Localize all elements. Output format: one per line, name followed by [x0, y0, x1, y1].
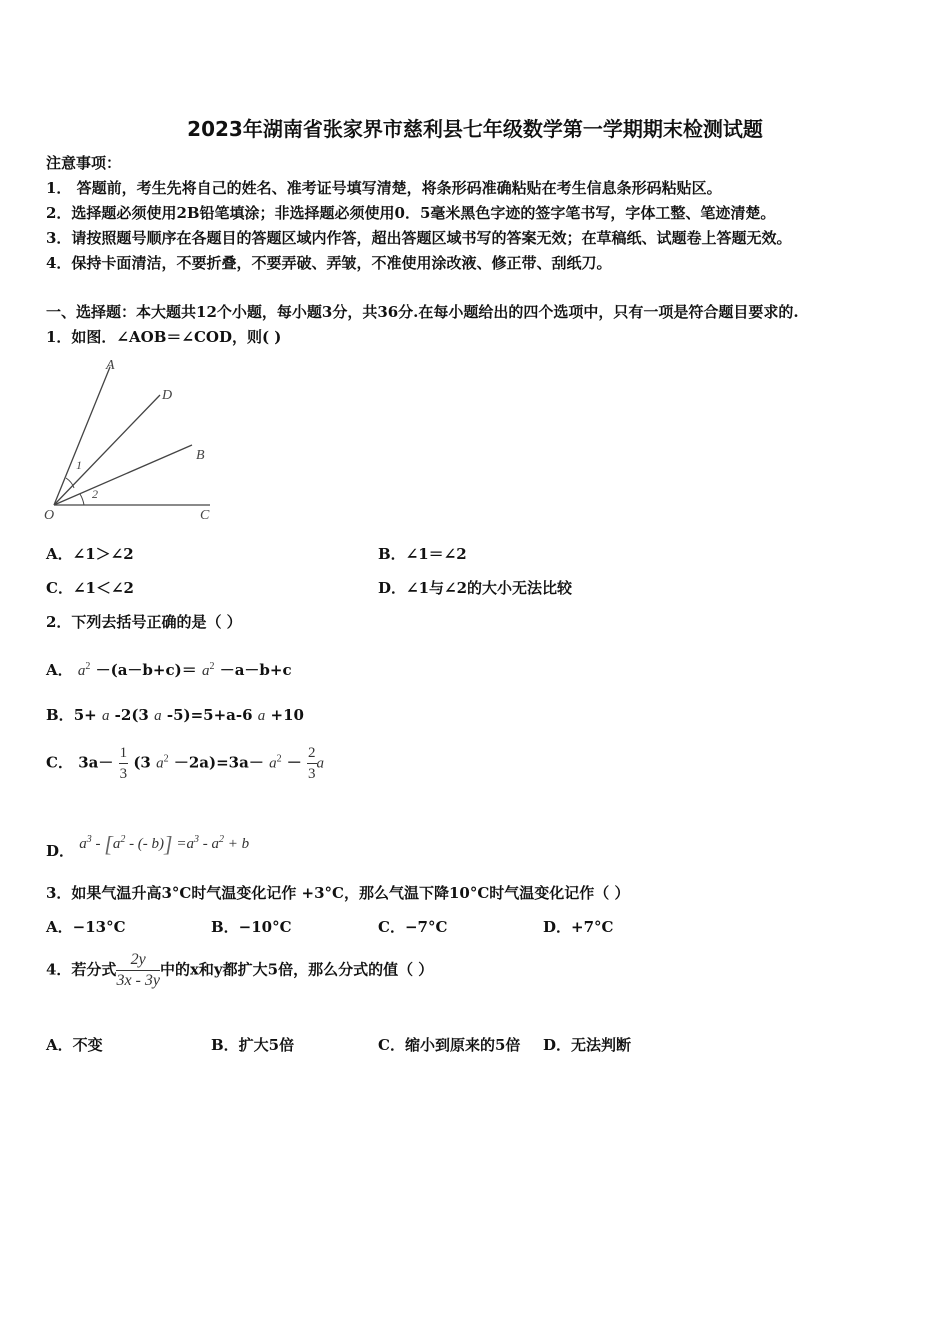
q2-b-p4: +10: [270, 706, 304, 724]
label-c: C: [200, 508, 210, 523]
q2-a-var2: a: [201, 663, 210, 679]
notice-heading: 注意事项：: [46, 154, 122, 172]
q2-c-p1: 3a－: [78, 753, 114, 772]
q4-option-a[interactable]: A．不变: [46, 1036, 103, 1054]
q1-angle-figure: [40, 355, 220, 525]
q2-c-fraction-1: $\frac{1}{3}$: [119, 745, 128, 782]
q2-b-p1: 5+: [73, 706, 97, 724]
notice-item-3: 3．请按照题号顺序在各题目的答题区域内作答，超出答题区域书写的答案无效；在草稿纸、试题卷上答题无效。: [46, 229, 792, 247]
label-b: B: [196, 448, 205, 463]
q3-option-d[interactable]: D．+7°C: [543, 918, 614, 936]
angle-arc-1: [66, 478, 74, 488]
q4-stem: [46, 950, 433, 991]
q2-c-var2: a: [269, 755, 277, 772]
q1-option-d[interactable]: D．∠1与∠2的大小无法比较: [378, 579, 573, 597]
q2-b-var2: a: [154, 708, 162, 724]
label-o: O: [44, 508, 55, 523]
q2-option-a[interactable]: [46, 657, 292, 681]
q2-c-fraction-2: $\frac{2}{3}$: [308, 745, 316, 782]
q3-option-a[interactable]: A．−13°C: [46, 918, 126, 936]
q1-option-c[interactable]: C．∠1＜∠2: [46, 579, 134, 597]
q4-stem-post: 中的x和y都扩大5倍，那么分式的值（ ）: [159, 960, 434, 979]
q2-b-p3: -5)=5+a-6: [166, 706, 253, 724]
q2-c-exp1: 2: [163, 753, 169, 765]
q2-option-c[interactable]: [46, 743, 324, 784]
q2-a-var: a: [77, 663, 86, 679]
label-d: D: [162, 388, 173, 403]
q2-b-var1: a: [101, 708, 110, 724]
q2-a-exp: 2: [85, 661, 91, 672]
section-heading: 一、选择题：本大题共12个小题，每小题3分，共36分.在每小题给出的四个选项中，只有一项是符合题目要求的.: [46, 303, 799, 321]
q3-stem: 3．如果气温升高3°C时气温变化记作 +3°C，那么气温下降10°C时气温变化记作（ ）: [46, 884, 630, 902]
q2-stem: 2．下列去括号正确的是（ ）: [46, 613, 242, 631]
notice-item-2: 2．选择题必须使用2B铅笔填涂；非选择题必须使用0．5毫米黑色字迹的签字笔书写，字体工整、笔迹清楚。: [46, 204, 776, 222]
notice-item-1: 1． 答题前，考生先将自己的姓名、准考证号填写清楚，将条形码准确粘贴在考生信息条形码粘贴区。: [46, 179, 722, 197]
q4-option-d[interactable]: D．无法判断: [543, 1036, 632, 1054]
q2-a-text1: －(a－b+c)＝: [95, 661, 197, 679]
label-angle-2: 2: [92, 487, 98, 501]
ray-od: [54, 395, 160, 505]
q2-a-exp2: 2: [209, 661, 215, 672]
q2-c-var1: a: [156, 755, 164, 772]
q2-c-p3: －2a)=3a－: [173, 753, 264, 772]
q2-d-expression: $a^3 - [a^2$ - (- $b)] =a^3 - a^2 + b$: [79, 831, 250, 857]
q2-c-var3: a: [316, 755, 325, 772]
q2-option-d[interactable]: [46, 830, 250, 860]
notice-item-4: 4．保持卡面清洁，不要折叠，不要弄破、弄皱，不准使用涂改液、修正带、刮纸刀。: [46, 254, 612, 272]
q2-option-b[interactable]: [46, 705, 304, 726]
q2-c-exp2: 2: [276, 753, 282, 765]
q4-stem-pre: 4．若分式: [46, 960, 117, 979]
label-angle-1: 1: [76, 458, 82, 472]
q4-option-c[interactable]: C．缩小到原来的5倍: [378, 1036, 521, 1054]
q2-c-p2: (3: [133, 753, 151, 772]
q2-c-p4: －: [286, 753, 302, 772]
q2-b-var3: a: [257, 708, 266, 724]
angle-arc-2: [80, 494, 84, 505]
page-title: 2023年湖南省张家界市慈利县七年级数学第一学期期末检测试题: [187, 117, 763, 141]
q2-b-label: B．: [46, 706, 74, 724]
q3-option-c[interactable]: C．−7°C: [378, 918, 448, 936]
q2-b-p2: -2(3: [114, 706, 149, 724]
q3-option-b[interactable]: B．−10°C: [211, 918, 292, 936]
q2-d-label: D．: [46, 842, 75, 860]
q2-c-label: C．: [46, 753, 73, 772]
q1-stem: 1．如图．∠AOB＝∠COD，则( ): [46, 328, 282, 346]
q2-a-label: A．: [46, 661, 73, 679]
q1-option-a[interactable]: A．∠1＞∠2: [46, 545, 134, 563]
label-a: A: [106, 358, 115, 373]
q2-a-text2: －a－b+c: [219, 661, 292, 679]
q4-option-b[interactable]: B．扩大5倍: [211, 1036, 295, 1054]
q1-option-b[interactable]: B．∠1＝∠2: [378, 545, 467, 563]
q4-fraction: $\frac{2y}{3x - 3y}$: [116, 951, 160, 989]
